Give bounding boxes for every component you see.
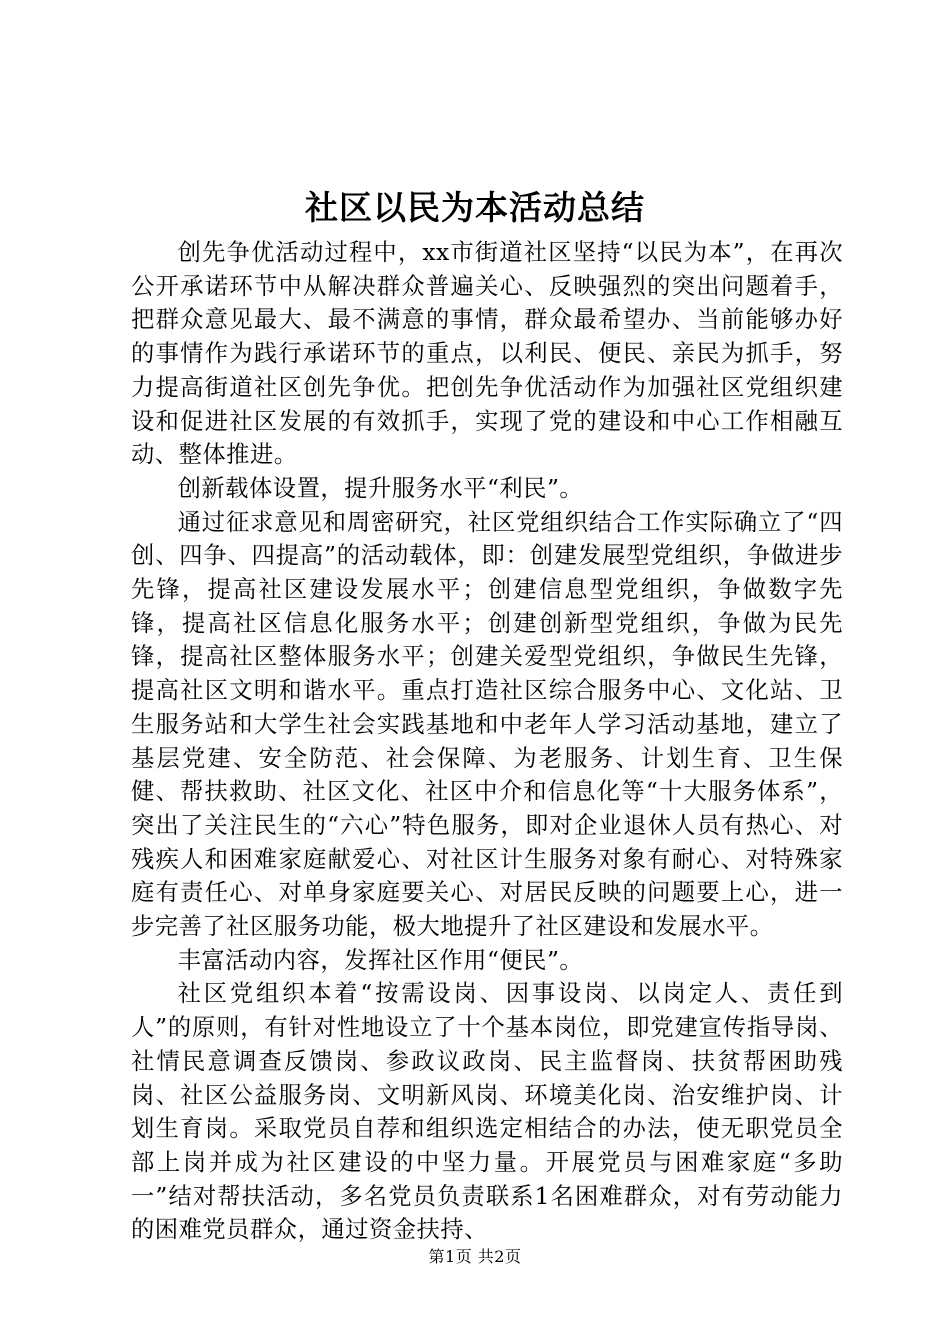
paragraph-intro: 创先争优活动过程中，xx市街道社区坚持“以民为本”，在再次公开承诺环节中从解决群众普遍关心、反映强烈的突出问题着手，把群众意见最大、最不满意的事情，群众最希望办、当前能够办好的事情作为践行承诺环节的重点，以利民、便民、亲民为抓手，努力提高街道社区创先争优。把创先争优活动作为加强社区党组织建设和促进社区发展的有效抓手，实现了党的建设和中心工作相融互动、整体推进。: [131, 239, 843, 469]
document-body: [131, 236, 843, 1247]
paragraph-carrier: 通过征求意见和周密研究，社区党组织结合工作实际确立了“四创、四争、四提高”的活动载体，即：创建发展型党组织，争做进步先锋，提高社区建设发展水平；创建信息型党组织，争做数字先锋，提高社区信息化服务水平；创建创新型党组织，争做为民先锋，提高社区整体服务水平；创建关爱型党组织，争做民生先锋，提高社区文明和谐水平。重点打造社区综合服务中心、文化站、卫生服务站和大学生社会实践基地和中老年人学习活动基地，建立了基层党建、安全防范、社会保障、为老服务、计划生育、卫生保健、帮扶救助、社区文化、社区中介和信息化等“十大服务体系”，突出了关注民生的“六心”特色服务，即对企业退休人员有热心、对残疾人和困难家庭献爱心、对社区计生服务对象有耐心、对特殊家庭有责任心、对单身家庭要关心、对居民反映的问题要上心，进一步完善了社区服务功能，极大地提升了社区建设和发展水平。: [131, 508, 843, 941]
paragraph-posts: 社区党组织本着“按需设岗、因事设岗、以岗定人、责任到人”的原则，有针对性地设立了十个基本岗位，即党建宣传指导岗、社情民意调查反馈岗、参政议政岗、民主监督岗、扶贫帮困助残岗、社区公益服务岗、文明新风岗、环境美化岗、治安维护岗、计划生育岗。采取党员自荐和组织选定相结合的办法，使无职党员全部上岗并成为社区建设的中坚力量。开展党员与困难家庭“多助一”结对帮扶活动，多名党员负责联系1名困难群众，对有劳动能力的困难党员群众，通过资金扶持、: [131, 980, 843, 1244]
document-title: 社区以民为本活动总结: [305, 188, 645, 227]
page-footer: 第1页 共2页: [428, 1247, 522, 1266]
section-heading-limin: 创新载体设置，提升服务水平“利民”。: [177, 474, 584, 502]
section-heading-bianmin: 丰富活动内容，发挥社区作用“便民”。: [177, 946, 584, 974]
